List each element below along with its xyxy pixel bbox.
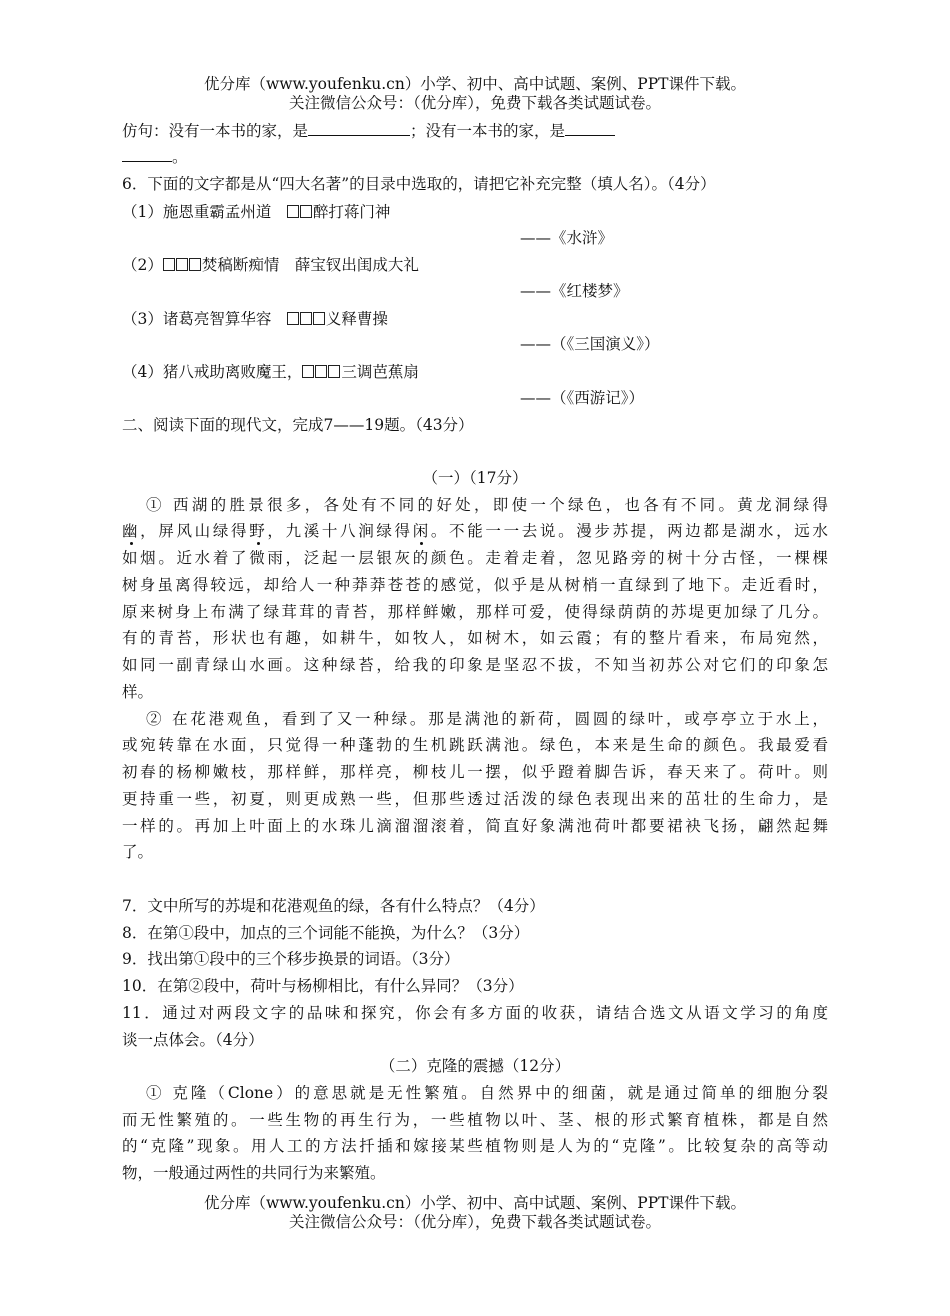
name-box[interactable] bbox=[176, 258, 188, 271]
q6-stem: 6．下面的文字都是从“四大名著”的目录中选取的，请把它补充完整（填人名）。（4分） bbox=[122, 175, 716, 193]
q6-item-3 bbox=[122, 309, 388, 329]
name-box[interactable] bbox=[287, 205, 299, 218]
name-box[interactable] bbox=[302, 365, 314, 378]
question-8: 8．在第①段中，加点的三个词能不能换，为什么？（3分） bbox=[122, 924, 530, 942]
q6-item-pre: （4）猪八戒助离败魔王， bbox=[122, 363, 303, 381]
section-2-title: 二、阅读下面的现代文，完成7——19题。（43分） bbox=[122, 416, 474, 434]
header-line-1: 优分库（www.youfenku.cn）小学、初中、高中试题、案例、PPT课件下载。 bbox=[203, 75, 747, 93]
reading-2-line: ① 克隆（Clone）的意思就是无性繁殖。自然界中的细菌，就是通过简单的细胞分裂 bbox=[146, 1084, 828, 1102]
name-box[interactable] bbox=[163, 258, 175, 271]
dotted-word: 闲 bbox=[412, 522, 431, 540]
q6-item-2 bbox=[122, 255, 419, 275]
reading-1-p1-line: 有的青苔，形状也有趣，如耕牛，如牧人，如树木，如云霞；有的整片看来，布局宛然， bbox=[122, 629, 828, 647]
answer-blank[interactable] bbox=[122, 147, 172, 162]
reading-1-title: （一）（17分） bbox=[422, 469, 528, 487]
q6-item-pre: （1）施恩重霸孟州道 bbox=[122, 203, 287, 221]
name-box[interactable] bbox=[300, 205, 312, 218]
reading-1-p1-line: 样。 bbox=[122, 683, 154, 701]
dotted-word: 幽 bbox=[122, 522, 141, 540]
imitation-part-3: 。 bbox=[172, 148, 188, 166]
footer-line-1: 优分库（www.youfenku.cn）小学、初中、高中试题、案例、PPT课件下载。 bbox=[203, 1194, 747, 1212]
question-11-line-2: 谈一点体会。（4分） bbox=[122, 1031, 264, 1049]
text-run: 。不能一一去说。漫步苏提，两边都是湖水，远水 bbox=[430, 522, 828, 540]
reading-1-p1-line: 树身虽离得较远，却给人一种莽莽苍苍的感觉，似乎是从树梢一直绿到了地下。走近看时， bbox=[122, 576, 828, 594]
name-box[interactable] bbox=[287, 312, 299, 325]
dotted-word: 野 bbox=[249, 522, 268, 540]
q6-source-1: ——《水浒》 bbox=[520, 229, 614, 247]
reading-2-line: 的“克隆”现象。用人工的方法扦插和嫁接某些植物则是人为的“克隆”。比较复杂的高等动 bbox=[122, 1137, 828, 1155]
footer-line-2: 关注微信公众号：（优分库），免费下载各类试题试卷。 bbox=[288, 1213, 661, 1231]
text-run: ，九溪十八涧绿得 bbox=[267, 522, 413, 540]
q6-item-4 bbox=[122, 362, 419, 382]
q6-item-post: 义释曹操 bbox=[325, 310, 388, 328]
imitation-sentence bbox=[122, 121, 615, 141]
imitation-part-2: ；没有一本书的家，是 bbox=[410, 122, 566, 140]
reading-1-p2-line: 一样的。再加上叶面上的水珠儿滴溜溜滚着，简直好象满池荷叶都要裙袂飞扬，翩然起舞 bbox=[122, 817, 828, 835]
q6-item-post: 三调芭蕉扇 bbox=[341, 363, 419, 381]
reading-1-p2-line: 初春的杨柳嫩枝，那样鲜，那样亮，柳枝儿一摆，似乎蹬着脚告诉，春天来了。荷叶。则 bbox=[122, 763, 828, 781]
reading-1-p2-line: 或宛转靠在水面，只觉得一种蓬勃的生机跳跃满池。绿色，本来是生命的颜色。我最爱看 bbox=[122, 736, 828, 754]
reading-1-p1-line: 如烟。近水着了微雨，泛起一层银灰的颜色。走着走着，忽见路旁的树十分古怪，一棵棵 bbox=[122, 549, 828, 567]
imitation-part-1: 仿句：没有一本书的家，是 bbox=[122, 122, 309, 140]
reading-1-p2-line: 更持重一些，初夏，则更成熟一些，但那些透过活泼的绿色表现出来的茁壮的生命力，是 bbox=[122, 790, 828, 808]
header-line-2: 关注微信公众号：（优分库），免费下载各类试题试卷。 bbox=[288, 94, 661, 112]
q6-source-2: ——《红楼梦》 bbox=[520, 282, 629, 300]
reading-2-line: 物，一般通过两性的共同行为来繁殖。 bbox=[122, 1164, 386, 1182]
name-box[interactable] bbox=[189, 258, 201, 271]
name-box[interactable] bbox=[328, 365, 340, 378]
reading-1-p1-line: ① 西湖的胜景很多，各处有不同的好处，即使一个绿色，也各有不同。黄龙洞绿得 bbox=[146, 496, 828, 514]
reading-1-p1-line: 如同一副青绿山水画。这种绿苔，给我的印象是坚忍不拔，不知当初苏公对它们的印象怎 bbox=[122, 656, 828, 674]
reading-1-p2-line: 了。 bbox=[122, 843, 154, 861]
q6-source-3: ——（《三国演义》） bbox=[520, 335, 660, 353]
question-7: 7．文中所写的苏堤和花港观鱼的绿，各有什么特点？（4分） bbox=[122, 897, 545, 915]
q6-source-4: ——（《西游记》） bbox=[520, 389, 645, 407]
question-10: 10．在第②段中，荷叶与杨柳相比，有什么异同？（3分） bbox=[122, 977, 524, 995]
name-box[interactable] bbox=[300, 312, 312, 325]
reading-1-p1-line: 原来树身上布满了绿茸茸的青苔，那样鲜嫩，那样可爱，使得绿荫荫的苏堤更加绿了几分。 bbox=[122, 603, 828, 621]
q6-item-post: 焚稿断痴情 薛宝钗出闺成大礼 bbox=[201, 256, 419, 274]
q6-item-post: 醉打蒋门神 bbox=[312, 203, 391, 221]
q6-item-pre: （2） bbox=[122, 256, 163, 274]
reading-2-title: （二）克隆的震撼（12分） bbox=[379, 1057, 571, 1075]
reading-1-p1-line bbox=[122, 521, 828, 541]
question-11-line-1: 11．通过对两段文字的品味和探究，你会有多方面的收获，请结合选文从语文学习的角度 bbox=[122, 1004, 828, 1022]
question-9: 9．找出第①段中的三个移步换景的词语。（3分） bbox=[122, 950, 460, 968]
reading-2-line: 而无性繁殖的。一些生物的再生行为，一些植物以叶、茎、根的形式繁育植株，都是自然 bbox=[122, 1111, 828, 1129]
text-run: ，屏风山绿得 bbox=[140, 522, 250, 540]
imitation-continuation bbox=[122, 147, 188, 167]
name-box[interactable] bbox=[315, 365, 327, 378]
reading-1-p2-line: ② 在花港观鱼，看到了又一种绿。那是满池的新荷，圆圆的绿叶，或亭亭立于水上， bbox=[146, 710, 828, 728]
q6-item-pre: （3）诸葛亮智算华容 bbox=[122, 310, 287, 328]
name-box[interactable] bbox=[313, 312, 325, 325]
q6-item-1 bbox=[122, 202, 390, 222]
answer-blank[interactable] bbox=[308, 121, 410, 136]
answer-blank[interactable] bbox=[565, 121, 615, 136]
